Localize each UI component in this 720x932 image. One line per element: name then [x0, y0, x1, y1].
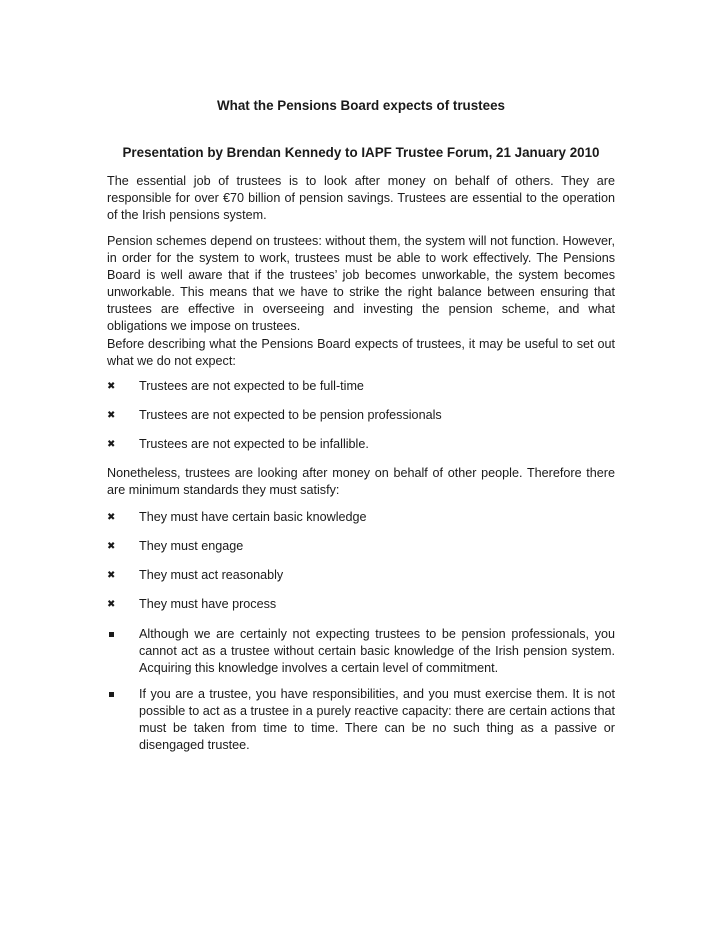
cross-bullet-icon: ✖ [107, 541, 116, 552]
paragraph-before-describing: Before describing what the Pensions Board expects of trustees, it may be useful to set out what we do not expect: [107, 337, 615, 368]
document-title: What the Pensions Board expects of trustees [217, 98, 505, 113]
square-bullet-icon [109, 692, 114, 697]
cross-bullet-icon: ✖ [107, 381, 116, 392]
list-item-text: Trustees are not expected to be pension professionals [139, 408, 442, 422]
paragraph-schemes-depend: Pension schemes depend on trustees: without them, the system will not function. However, in order for the system to work, trustees must be able to work effectively. The Pensions Board is well aware that if the trustees’ job becomes unworkable, the system becomes unworkable. This means that we have to strike the right balance between ensuring that trustees are effective in overseeing and investing the pension scheme, and what obligations we impose on trustees. [107, 234, 615, 333]
list-item-text: They must engage [139, 539, 244, 553]
list-item-text: They must have certain basic knowledge [139, 510, 367, 524]
list-item-text: They must have process [139, 597, 277, 611]
square-bullet-icon [109, 632, 114, 637]
cross-bullet-icon: ✖ [107, 439, 116, 450]
list-item-text: Trustees are not expected to be infallible. [139, 437, 369, 451]
paragraph-essential-job: The essential job of trustees is to look after money on behalf of others. They are responsible for over €70 billion of pension savings. Trustees are essential to the operation of the Irish pensions system. [107, 174, 615, 222]
cross-bullet-icon: ✖ [107, 410, 116, 421]
cross-bullet-icon: ✖ [107, 599, 116, 610]
list-item-text: If you are a trustee, you have responsibilities, and you must exercise them. It is not possible to act as a trustee in a purely reactive capacity: there are certain actions that must be taken from time to time. There can be no such thing as a passive or disengaged trustee. [139, 687, 615, 752]
document-subtitle: Presentation by Brendan Kennedy to IAPF Trustee Forum, 21 January 2010 [122, 145, 600, 160]
cross-bullet-icon: ✖ [107, 570, 116, 581]
list-item-text: Trustees are not expected to be full-time [139, 379, 364, 393]
list-item-text: Although we are certainly not expecting trustees to be pension professionals, you cannot act as a trustee without certain basic knowledge of the Irish pension system. Acquiring this knowledge involves a certain level of commitment. [139, 627, 615, 675]
cross-bullet-icon: ✖ [107, 512, 116, 523]
list-item-text: They must act reasonably [139, 568, 284, 582]
paragraph-nonetheless: Nonetheless, trustees are looking after money on behalf of other people. Therefore there are minimum standards they must satisfy: [107, 466, 615, 497]
